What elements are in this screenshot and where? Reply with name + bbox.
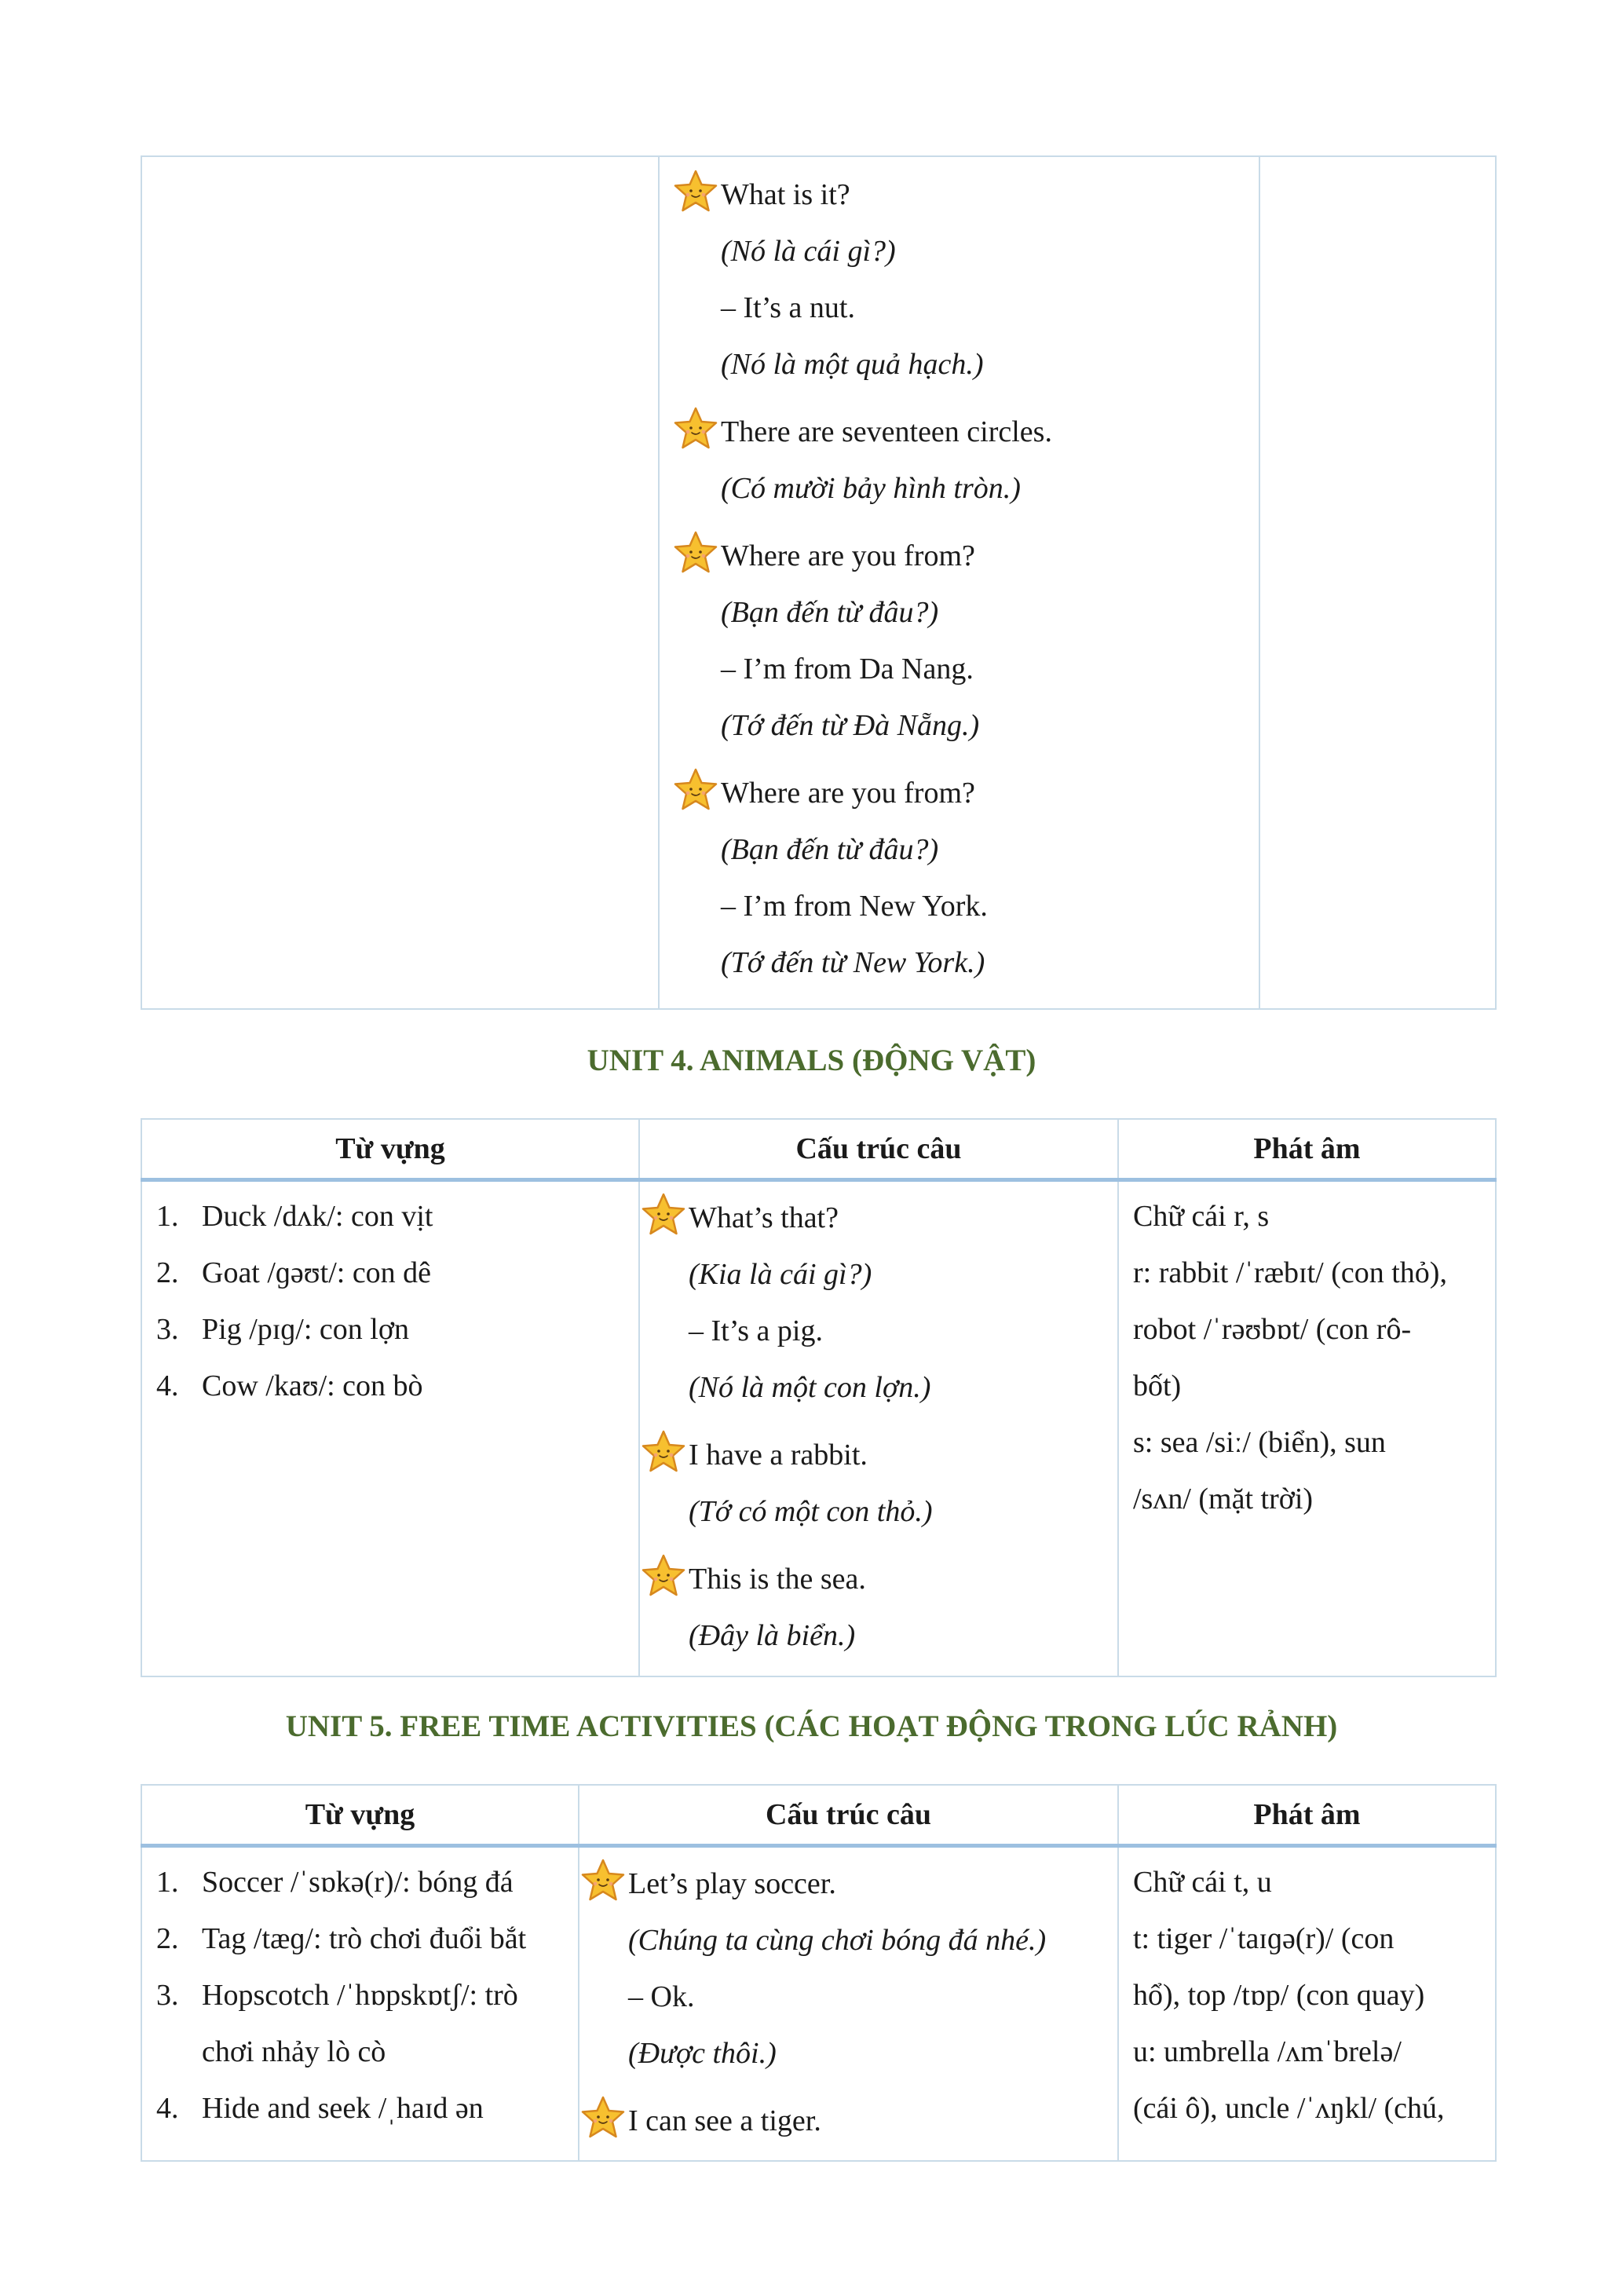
sentence-line: Let’s play soccer. [628,1867,836,1900]
vocab-list [142,1182,638,1414]
sentence-line: – I’m from Da Nang. [721,653,974,686]
translation-line: (Có mười bảy hình tròn.) [721,472,1021,505]
unit4-header-vocab: Từ vựng [141,1119,639,1180]
vocab-text: chơi nhảy lò cò [202,2035,386,2068]
star-icon [672,529,719,576]
vocab-number: 2. [156,1256,179,1289]
star-icon [640,1552,687,1600]
sentence-line: – Ok. [628,1980,695,2013]
translation-line: (Đây là biển.) [689,1619,856,1652]
structure-entry [660,765,1259,991]
pronunciation-line: /sʌn/ (mặt trời) [1133,1483,1314,1515]
structure-entry [567,1855,1117,2082]
unit4-header-structure: Cấu trúc câu [639,1119,1118,1180]
vocab-item [156,1967,578,2024]
translation-line: (Tớ có một con thỏ.) [689,1495,933,1528]
star-icon [672,766,719,813]
pronunciation-line: Chữ cái t, u [1133,1866,1272,1899]
top-table [141,155,1497,1010]
vocab-text: Cow /kaʊ/: con bò [202,1369,423,1402]
pronunciation-line: bốt) [1133,1369,1182,1402]
pronunciation-line: hổ), top /tɒp/ (con quay) [1133,1979,1425,2012]
vocab-list [142,1848,578,2137]
vocab-text: Tag /tæɡ/: trò chơi đuổi bắt [202,1922,527,1955]
vocab-item [156,2024,578,2080]
translation-line: (Tớ đến từ New York.) [721,946,985,979]
star-icon [672,405,719,452]
translation-line: (Nó là một con lợn.) [689,1371,931,1404]
sentence-line: This is the sea. [689,1563,866,1596]
pronunciation-line: u: umbrella /ʌmˈbrelə/ [1133,2035,1402,2068]
vocab-number: 4. [156,1369,179,1402]
sentence-line: – It’s a nut. [721,291,855,324]
unit4-vocab-cell [141,1180,639,1677]
structure-list [660,157,1259,991]
sentence-line: I have a rabbit. [689,1439,868,1472]
unit4-header-pronunciation: Phát âm [1118,1119,1496,1180]
unit5-header-pronunciation: Phát âm [1118,1785,1496,1846]
translation-line: (Bạn đến từ đâu?) [721,596,939,629]
structure-entry [627,1190,1117,1416]
vocab-text: Goat /ɡəʊt/: con dê [202,1256,432,1289]
vocab-text: Pig /pɪɡ/: con lợn [202,1313,409,1346]
vocab-text: Hide and seek /ˌhaɪd ən [202,2092,484,2125]
unit4-title: UNIT 4. ANIMALS (ĐỘNG VẬT) [587,1044,1036,1077]
vocab-item [156,1301,638,1358]
sentence-line: Where are you from? [721,539,975,572]
structure-entry [660,528,1259,754]
vocab-number: 3. [156,1979,179,2012]
structure-entry [567,2093,1117,2149]
vocab-item [156,1910,578,1967]
star-icon [579,2094,627,2141]
vocab-number: 1. [156,1200,179,1233]
sentence-line: I can see a tiger. [628,2104,821,2137]
pronunciation-line: Chữ cái r, s [1133,1200,1270,1233]
translation-line: (Kia là cái gì?) [689,1258,872,1291]
translation-line: (Nó là một quả hạch.) [721,348,984,381]
pronunciation-line: r: rabbit /ˈræbɪt/ (con thỏ), [1133,1256,1447,1289]
structure-entry [627,1551,1117,1664]
pronunciation-line: robot /ˈrəʊbɒt/ (con rô- [1133,1313,1412,1346]
sentence-line: What’s that? [689,1201,839,1234]
vocab-number: 1. [156,1866,179,1899]
unit5-structure-cell [579,1846,1118,2162]
unit4-table [141,1118,1497,1677]
vocab-item [156,1854,578,1910]
pronunciation-line: (cái ô), uncle /ˈʌŋkl/ (chú, [1133,2092,1445,2125]
unit4-structure-cell [639,1180,1118,1677]
structure-list [627,1182,1117,1664]
vocab-item [156,1188,638,1245]
vocab-text: Hopscotch /ˈhɒpskɒtʃ/: trò [202,1979,518,2012]
vocab-text: Soccer /ˈsɒkə(r)/: bóng đá [202,1866,514,1899]
pronunciation-line: t: tiger /ˈtaɪɡə(r)/ (con [1133,1922,1395,1955]
vocab-item [156,1245,638,1301]
translation-line: (Tớ đến từ Đà Nẵng.) [721,709,980,742]
sentence-line: – I’m from New York. [721,890,988,923]
star-icon [579,1857,627,1904]
top-pronunciation-cell [1259,156,1496,1009]
vocab-number: 3. [156,1313,179,1346]
translation-line: (Chúng ta cùng chơi bóng đá nhé.) [628,1924,1047,1957]
unit5-vocab-cell [141,1846,579,2162]
vocab-item [156,2080,578,2137]
unit5-header-vocab: Từ vựng [141,1785,579,1846]
vocab-text: Duck /dʌk/: con vịt [202,1200,433,1233]
unit4-pronunciation-cell [1118,1180,1496,1677]
star-icon [640,1428,687,1475]
sentence-line: There are seventeen circles. [721,415,1052,448]
translation-line: (Nó là cái gì?) [721,235,896,268]
sentence-line: Where are you from? [721,777,975,810]
vocab-number: 4. [156,2092,179,2125]
unit5-pronunciation-cell [1118,1846,1496,2162]
sentence-line: What is it? [721,178,850,211]
translation-line: (Được thôi.) [628,2037,777,2070]
translation-line: (Bạn đến từ đâu?) [721,833,939,866]
star-icon [672,168,719,215]
vocab-item [156,1358,638,1414]
unit5-table [141,1784,1497,2162]
unit5-header-structure: Cấu trúc câu [579,1785,1118,1846]
star-icon [640,1191,687,1238]
structure-list [567,1848,1117,2149]
pronunciation-list [1119,1182,1495,1527]
top-vocab-cell [141,156,659,1009]
pronunciation-line: s: sea /siː/ (biển), sun [1133,1426,1386,1459]
vocab-number: 2. [156,1922,179,1955]
top-structure-cell [659,156,1259,1009]
unit5-title: UNIT 5. FREE TIME ACTIVITIES (CÁC HOẠT ĐỘNG TRONG LÚC RẢNH) [285,1709,1338,1743]
structure-entry [660,404,1259,517]
pronunciation-list [1119,1848,1495,2137]
sentence-line: – It’s a pig. [689,1314,823,1347]
structure-entry [660,166,1259,393]
structure-entry [627,1427,1117,1540]
